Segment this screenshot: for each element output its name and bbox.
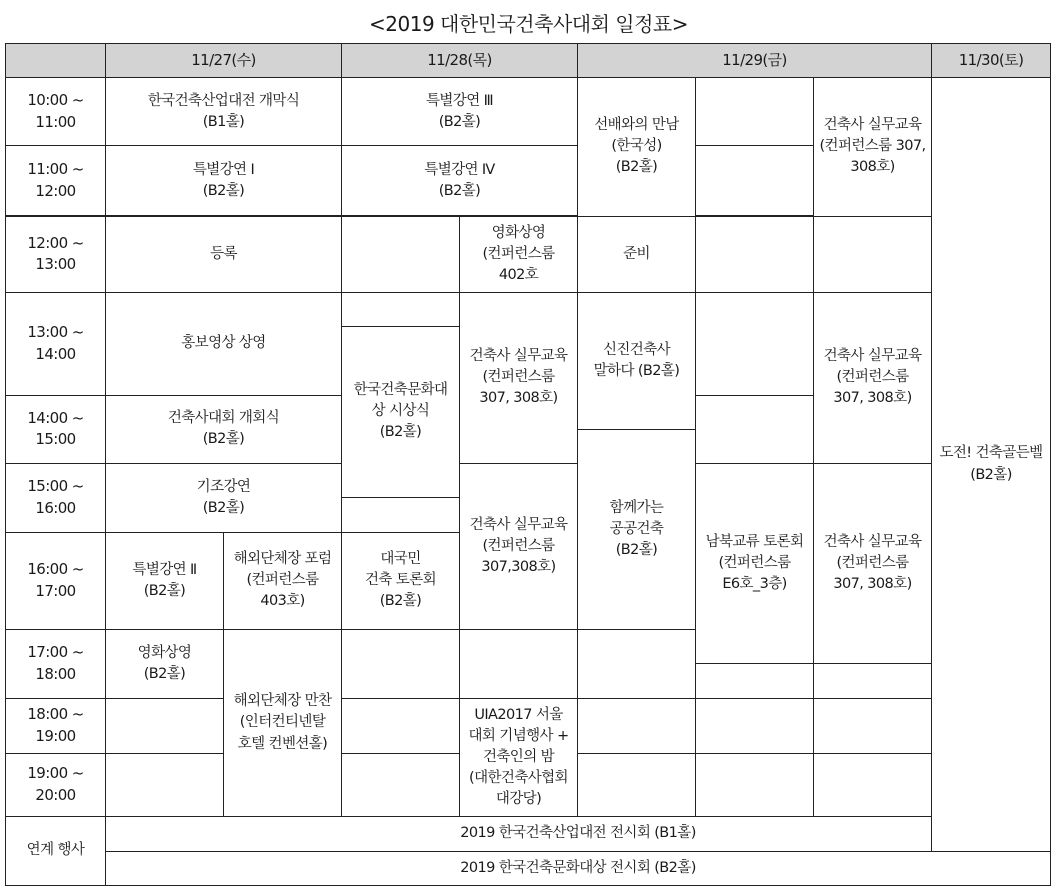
related-event-expo: 2019 한국건축산업대전 전시회 (B1홀) <box>106 817 1051 852</box>
empty-cell <box>696 292 814 395</box>
empty-cell <box>814 699 932 754</box>
event-cell: 건축사 실무교육 (컨퍼런스룸 307, 308호) <box>460 292 578 463</box>
event-cell: 함께가는 공공건축 (B2홀) <box>578 429 696 629</box>
time-slot: 17:00 ~ 18:00 <box>6 630 106 699</box>
event-cell: 건축사 실무교육 (컨퍼런스룸 307, 308호) <box>814 292 932 463</box>
header-day-1129: 11/29(금) <box>578 44 932 78</box>
event-cell: 대국민 건축 토론회 (B2홀) <box>342 532 460 629</box>
empty-cell <box>696 78 814 146</box>
schedule-table <box>5 43 1051 886</box>
event-cell: 특별강연 Ⅱ (B2홀) <box>106 532 224 629</box>
empty-cell <box>342 754 460 817</box>
event-cell: 남북교류 토론회 (컨퍼런스룸 E6호_3층) <box>696 463 814 663</box>
page-title: <2019 대한민국건축사대회 일정표> <box>369 12 688 36</box>
event-cell: 영화상영 (B2홀) <box>106 630 224 699</box>
empty-cell <box>342 699 460 754</box>
time-slot: 11:00 ~ 12:00 <box>6 146 106 216</box>
event-cell: 등록 <box>106 216 342 292</box>
event-cell: 해외단체장 포럼 (컨퍼런스룸 403호) <box>224 532 342 629</box>
time-slot: 12:00 ~ 13:00 <box>6 216 106 292</box>
empty-cell <box>814 754 932 817</box>
time-slot: 14:00 ~ 15:00 <box>6 395 106 463</box>
event-cell: 건축사 실무교육 (컨퍼런스룸 307,308호) <box>460 463 578 629</box>
header-day-1128: 11/28(목) <box>342 44 578 78</box>
empty-cell <box>460 630 578 699</box>
event-cell: 특별강연 Ⅲ (B2홀) <box>342 78 578 146</box>
empty-cell <box>342 630 460 699</box>
header-day-1127: 11/27(수) <box>106 44 342 78</box>
header-row <box>6 44 1051 78</box>
empty-cell <box>106 699 224 754</box>
event-cell: 준비 <box>578 216 696 292</box>
empty-cell <box>342 497 460 532</box>
event-cell: UIA2017 서울 대회 기념행사 + 건축인의 밤 (대한건축사협회 대강당) <box>460 699 578 817</box>
event-cell: 한국건축산업대전 개막식 (B1홀) <box>106 78 342 146</box>
time-slot: 15:00 ~ 16:00 <box>6 463 106 532</box>
time-slot: 10:00 ~ 11:00 <box>6 78 106 146</box>
event-cell: 특별강연 Ⅳ (B2홀) <box>342 146 578 216</box>
event-cell: 특별강연 Ⅰ (B2홀) <box>106 146 342 216</box>
event-cell: 도전! 건축골든벨 (B2홀) <box>932 78 1051 852</box>
empty-cell <box>106 754 224 817</box>
empty-cell <box>578 630 696 699</box>
time-slot: 13:00 ~ 14:00 <box>6 292 106 395</box>
related-event-culture: 2019 한국건축문화대상 전시회 (B2홀) <box>106 852 1051 886</box>
empty-cell <box>696 146 814 216</box>
empty-cell <box>578 754 696 817</box>
event-cell: 홍보영상 상영 <box>106 292 342 395</box>
event-cell: 영화상영 (컨퍼런스룸 402호 <box>460 216 578 292</box>
time-slot: 19:00 ~ 20:00 <box>6 754 106 817</box>
event-cell: 건축사대회 개회식 (B2홀) <box>106 395 342 463</box>
related-events-label: 연계 행사 <box>6 817 106 886</box>
empty-cell <box>342 216 460 292</box>
event-cell: 건축사 실무교육 (컨퍼런스룸 307, 308호) <box>814 78 932 217</box>
event-cell: 신진건축사 말하다 (B2홀) <box>578 292 696 429</box>
header-corner <box>6 44 106 78</box>
time-slot: 18:00 ~ 19:00 <box>6 699 106 754</box>
event-cell: 기조강연 (B2홀) <box>106 463 342 532</box>
event-cell: 건축사 실무교육 (컨퍼런스룸 307, 308호) <box>814 463 932 663</box>
empty-cell <box>696 664 814 699</box>
event-cell: 한국건축문화대 상 시상식 (B2홀) <box>342 326 460 497</box>
empty-cell <box>696 699 814 754</box>
empty-cell <box>696 395 814 463</box>
event-cell: 해외단체장 만찬 (인터컨티넨탈 호텔 컨벤션홀) <box>224 630 342 817</box>
empty-cell <box>814 216 932 292</box>
event-cell: 선배와의 만남 (한국성) (B2홀) <box>578 78 696 217</box>
empty-cell <box>578 699 696 754</box>
empty-cell <box>696 216 814 292</box>
header-day-1130: 11/30(토) <box>932 44 1051 78</box>
empty-cell <box>342 292 460 326</box>
time-slot: 16:00 ~ 17:00 <box>6 532 106 629</box>
empty-cell <box>696 754 814 817</box>
